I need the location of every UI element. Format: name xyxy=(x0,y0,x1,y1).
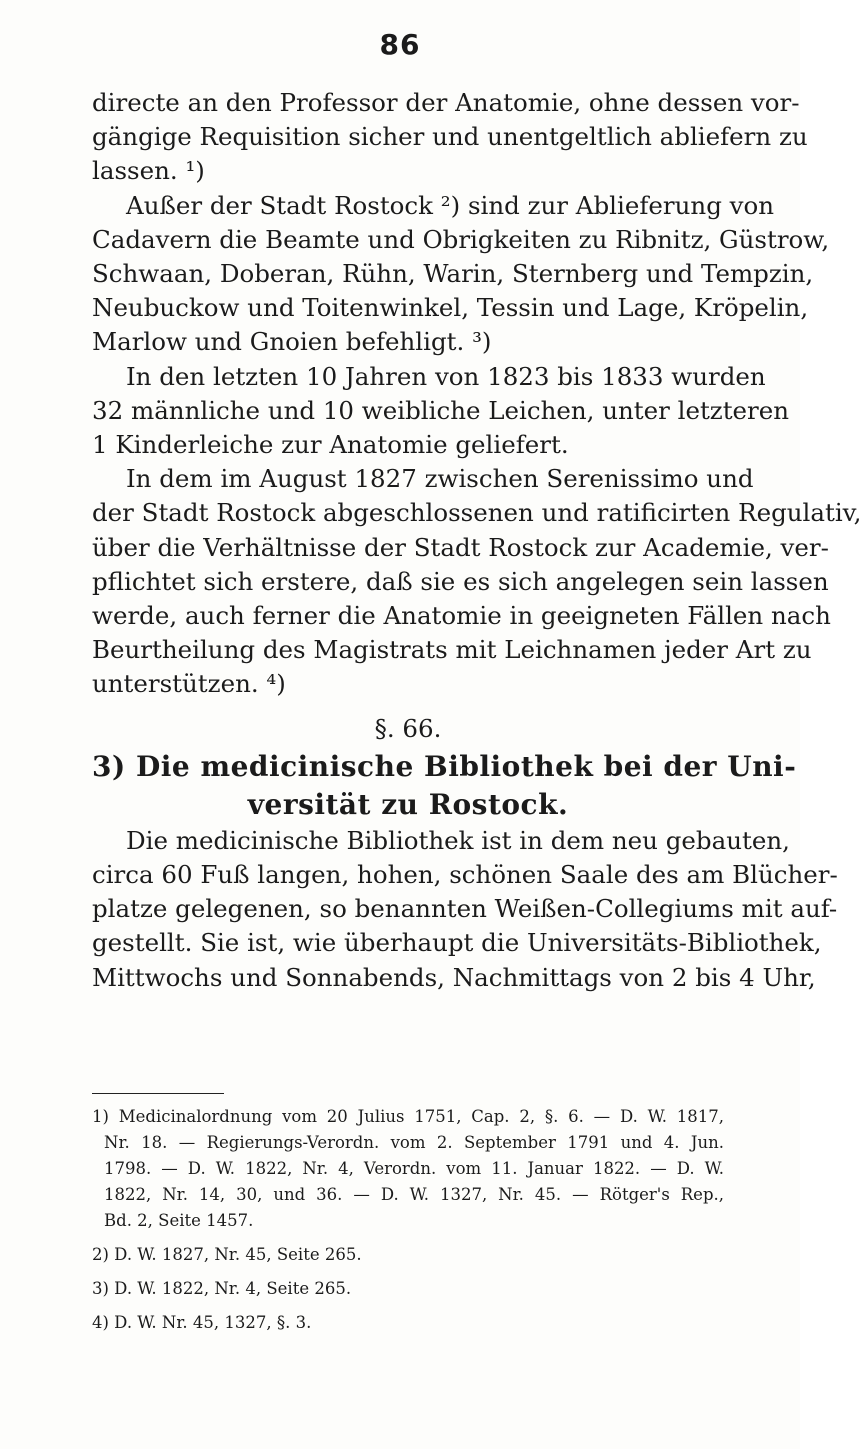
footnote-line: Nr. 18. — Regierungs-Verordn. vom 2. September 1791 und 4. Jun. xyxy=(104,1133,724,1152)
footnote-divider xyxy=(92,1093,224,1094)
text-line: pflichtet sich erstere, daß sie es sich angelegen sein lassen xyxy=(92,566,829,596)
text-line: Mittwochs und Sonnabends, Nachmittags von 2 bis 4 Uhr, xyxy=(92,962,816,992)
text-line: platze gelegenen, so benannten Weißen-Collegiums mit auf- xyxy=(92,894,838,924)
footnote-line: 1) Medicinalordnung vom 20 Julius 1751, Cap. 2, §. 6. — D. W. 1817, xyxy=(92,1107,724,1126)
section-heading xyxy=(92,748,797,824)
footnote-line: Bd. 2, Seite 1457. xyxy=(104,1211,254,1230)
text-line: der Stadt Rostock abgeschlossenen und ratificirten Regulativ, xyxy=(92,498,861,528)
text-line: Neubuckow und Toitenwinkel, Tessin und Lage, Kröpelin, xyxy=(92,293,809,323)
footnote-3: 3) D. W. 1822, Nr. 4, Seite 265. xyxy=(92,1279,352,1298)
main-text xyxy=(92,86,861,995)
text-line: lassen. ¹) xyxy=(92,156,205,186)
text-line: In den letzten 10 Jahren von 1823 bis 1833 wurden xyxy=(126,361,766,391)
footnote-line: 1822, Nr. 14, 30, und 36. — D. W. 1327, Nr. 45. — Rötger's Rep., xyxy=(104,1185,724,1204)
section-number: §. 66. xyxy=(374,713,442,743)
footnote-line: 1798. — D. W. 1822, Nr. 4, Verordn. vom 11. Januar 1822. — D. W. xyxy=(104,1159,724,1178)
paragraph-4 xyxy=(92,462,861,701)
footnote-1 xyxy=(92,1104,724,1234)
text-line: 1 Kinderleiche zur Anatomie geliefert. xyxy=(92,430,569,460)
text-line: gestellt. Sie ist, wie überhaupt die Universitäts-Bibliothek, xyxy=(92,928,822,958)
text-line: directe an den Professor der Anatomie, ohne dessen vor- xyxy=(92,88,800,117)
text-line: Außer der Stadt Rostock ²) sind zur Ablieferung von xyxy=(126,190,775,220)
text-line: Die medicinische Bibliothek ist in dem neu gebauten, xyxy=(126,825,790,855)
paragraph-2 xyxy=(92,189,830,360)
text-line: 32 männliche und 10 weibliche Leichen, unter letzteren xyxy=(92,395,790,425)
paragraph-5 xyxy=(92,824,838,995)
footnote-2: 2) D. W. 1827, Nr. 45, Seite 265. xyxy=(92,1245,362,1264)
heading-line: 3) Die medicinische Bibliothek bei der Uni- xyxy=(92,749,797,783)
paragraph-3 xyxy=(92,360,790,463)
page-number: 86 xyxy=(379,28,421,61)
footnotes xyxy=(92,1104,724,1336)
text-line: Schwaan, Doberan, Rühn, Warin, Sternberg und Tempzin, xyxy=(92,259,814,289)
heading-line: versität zu Rostock. xyxy=(247,787,569,821)
text-line: circa 60 Fuß langen, hohen, schönen Saale des am Blücher- xyxy=(92,860,838,890)
text-line: gängige Requisition sicher und unentgeltlich abliefern zu xyxy=(92,122,808,152)
text-line: In dem im August 1827 zwischen Serenissimo und xyxy=(126,464,754,494)
text-line: Beurtheilung des Magistrats mit Leichnamen jeder Art zu xyxy=(92,635,812,665)
paragraph-1 xyxy=(92,86,808,189)
text-line: über die Verhältnisse der Stadt Rostock zur Academie, ver- xyxy=(92,532,829,562)
footnote-4: 4) D. W. Nr. 45, 1327, §. 3. xyxy=(92,1313,312,1332)
text-line: werde, auch ferner die Anatomie in geeigneten Fällen nach xyxy=(92,601,831,631)
text-line: unterstützen. ⁴) xyxy=(92,669,286,699)
text-line: Marlow und Gnoien befehligt. ³) xyxy=(92,327,492,357)
text-line: Cadavern die Beamte und Obrigkeiten zu Ribnitz, Güstrow, xyxy=(92,224,830,254)
